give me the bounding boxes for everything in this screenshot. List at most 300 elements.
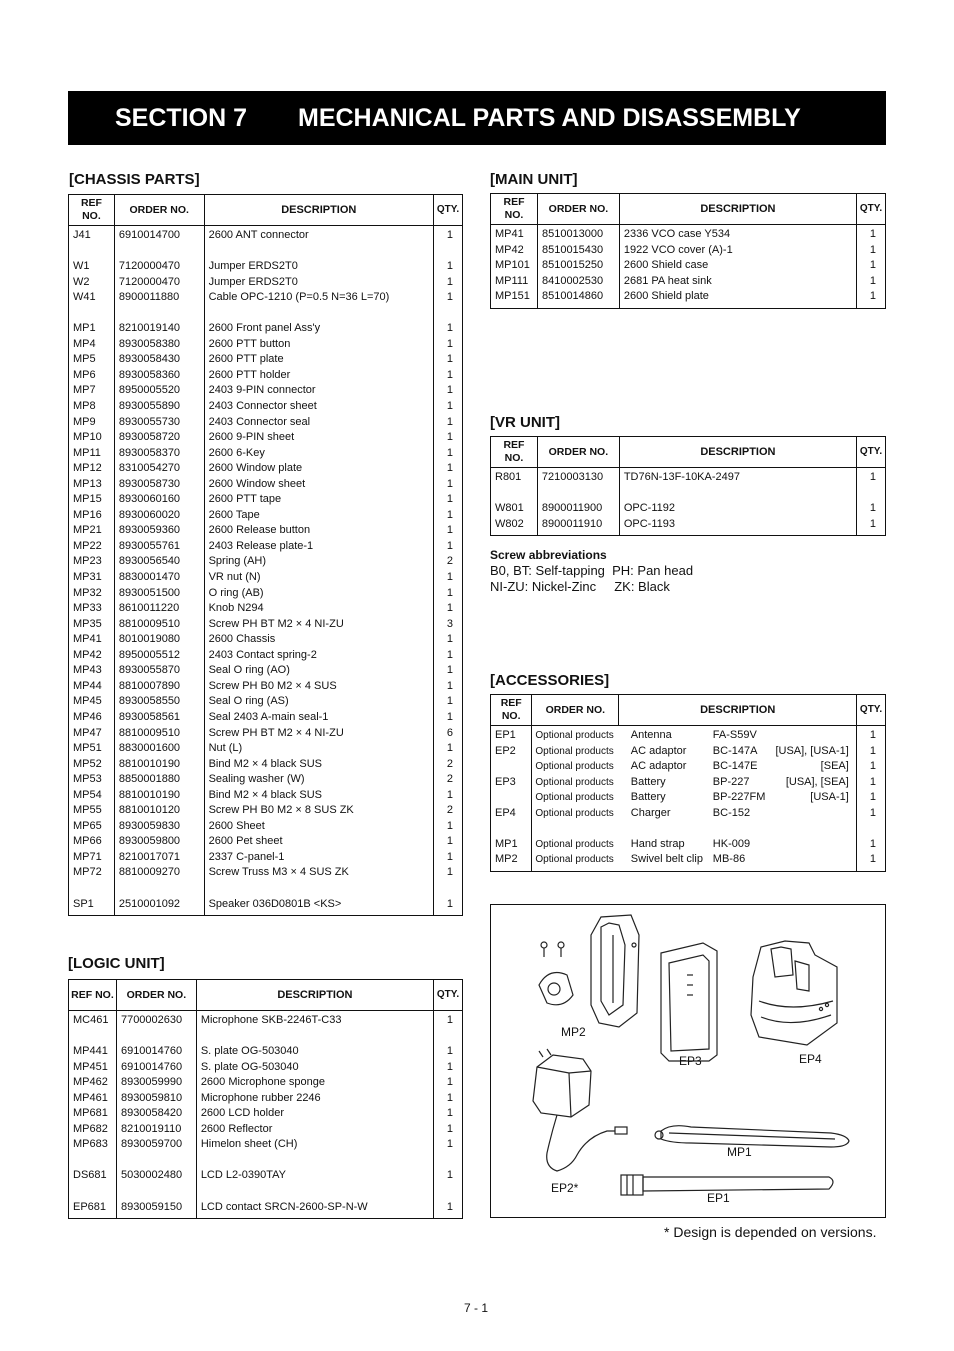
qty-cell: 1 <box>434 1122 463 1138</box>
ref-cell: MP41 <box>69 632 115 648</box>
qty-cell: 1 <box>434 1044 463 1060</box>
accessory-model: MB-86 <box>712 853 746 866</box>
order-cell: Optional products <box>532 852 619 871</box>
order-cell: 8010019080 <box>114 632 204 648</box>
qty-cell: 1 <box>434 586 463 602</box>
table-row <box>69 1153 463 1169</box>
description-cell: Sealing washer (W) <box>204 772 433 788</box>
order-cell: 8810010190 <box>114 757 204 773</box>
table-row <box>69 834 463 850</box>
order-cell: 8930060160 <box>114 492 204 508</box>
label-ep3: EP3 <box>679 1054 702 1068</box>
table-row <box>69 570 463 586</box>
table-row <box>69 1184 463 1200</box>
ref-cell: W41 <box>69 290 115 306</box>
accessory-name: Battery <box>630 791 666 804</box>
design-note: * Design is depended on versions. <box>664 1224 877 1240</box>
order-cell: 8810009510 <box>114 726 204 742</box>
ref-cell: MP13 <box>69 477 115 493</box>
table-row <box>69 897 463 916</box>
table-row <box>69 337 463 353</box>
qty-header: QTY. <box>856 194 885 225</box>
ref-cell: MP1 <box>491 837 532 853</box>
order-cell: 8930055761 <box>114 539 204 555</box>
order-cell <box>532 821 619 837</box>
ref-header: REF NO. <box>491 194 538 225</box>
description-cell <box>619 486 856 502</box>
order-cell: 7210003130 <box>537 468 619 486</box>
ref-cell <box>69 1029 117 1045</box>
ref-cell: MP461 <box>69 1091 117 1107</box>
qty-cell: 1 <box>434 648 463 664</box>
ref-cell: MP33 <box>69 601 115 617</box>
table-header <box>491 695 886 726</box>
qty-cell: 1 <box>434 461 463 477</box>
order-cell: 8610011220 <box>114 601 204 617</box>
ref-cell: MP47 <box>69 726 115 742</box>
order-header: ORDER NO. <box>537 194 619 225</box>
description-cell <box>204 306 433 322</box>
qty-cell: 1 <box>857 837 886 853</box>
ref-cell: MP151 <box>491 289 538 308</box>
accessory-model: BC-152 <box>712 806 751 819</box>
screw-line-1: B0, BT: Self-tapping PH: Pan head <box>490 563 694 578</box>
table-row <box>69 523 463 539</box>
table-row <box>69 306 463 322</box>
ref-cell: MP5 <box>69 352 115 368</box>
order-cell: 8830001600 <box>114 741 204 757</box>
table-row <box>69 383 463 399</box>
qty-cell: 1 <box>434 788 463 804</box>
description-cell: Microphone SKB-2246T-C33 <box>196 1011 433 1029</box>
table-row <box>69 819 463 835</box>
table-row <box>69 741 463 757</box>
description-header: DESCRIPTION <box>619 695 857 726</box>
description-cell: 2403 Connector sheet <box>204 399 433 415</box>
chassis-parts-table <box>68 194 463 916</box>
order-cell: 5030002480 <box>116 1168 196 1184</box>
order-cell: 8930055870 <box>114 663 204 679</box>
order-cell: 8930059150 <box>116 1200 196 1219</box>
table-row <box>69 1122 463 1138</box>
ref-cell: W1 <box>69 259 115 275</box>
order-cell: Optional products <box>532 744 619 760</box>
description-cell: TD76N-13F-10KA-2497 <box>619 468 856 486</box>
qty-cell: 1 <box>856 274 885 290</box>
ref-cell <box>491 790 532 806</box>
description-cell: OPC-1193 <box>619 517 856 536</box>
qty-cell: 1 <box>434 1106 463 1122</box>
order-cell: 8930059800 <box>114 834 204 850</box>
order-cell <box>116 1184 196 1200</box>
section-banner <box>68 91 886 145</box>
ref-cell <box>69 1153 117 1169</box>
order-cell: 8930056540 <box>114 554 204 570</box>
description-header: DESCRIPTION <box>204 195 433 226</box>
ref-cell: MP451 <box>69 1060 117 1076</box>
order-cell: 7120000470 <box>114 275 204 291</box>
order-header: ORDER NO. <box>532 695 619 726</box>
order-cell: 2510001092 <box>114 897 204 916</box>
ref-cell: MP54 <box>69 788 115 804</box>
order-cell: 8210019140 <box>114 321 204 337</box>
order-cell: 8930055730 <box>114 415 204 431</box>
ref-cell: EP1 <box>491 726 532 744</box>
qty-cell: 1 <box>434 632 463 648</box>
logic-unit-table <box>68 979 463 1219</box>
ref-cell: MP111 <box>491 274 538 290</box>
order-cell: 8510015430 <box>537 243 619 259</box>
description-cell <box>196 1153 433 1169</box>
qty-cell: 1 <box>434 694 463 710</box>
accessory-model: FA-S59V <box>712 729 757 741</box>
table-row <box>491 274 886 290</box>
ref-cell: MP683 <box>69 1137 117 1153</box>
accessory-name: AC adaptor <box>630 760 687 773</box>
ref-cell: MP1 <box>69 321 115 337</box>
order-cell <box>114 306 204 322</box>
table-row <box>69 275 463 291</box>
order-cell: 8900011900 <box>537 501 619 517</box>
qty-cell: 1 <box>434 1168 463 1184</box>
description-cell <box>619 821 857 837</box>
ref-cell: MP22 <box>69 539 115 555</box>
table-row <box>69 772 463 788</box>
accessory-name: Battery <box>630 775 666 788</box>
ref-cell: MP35 <box>69 617 115 633</box>
ref-cell: MP21 <box>69 523 115 539</box>
table-row <box>69 1106 463 1122</box>
ref-header: REF NO. <box>491 695 532 726</box>
accessory-model: HK-009 <box>712 837 751 850</box>
qty-cell: 1 <box>856 501 885 517</box>
qty-cell: 2 <box>434 772 463 788</box>
table-row <box>491 468 886 486</box>
qty-cell: 1 <box>856 468 885 486</box>
ref-cell: MP45 <box>69 694 115 710</box>
order-cell: 8830001470 <box>114 570 204 586</box>
order-cell: 8930058430 <box>114 352 204 368</box>
description-cell: 2600 Release button <box>204 523 433 539</box>
ref-cell: MP42 <box>69 648 115 664</box>
belt-clip-icon <box>539 915 639 1027</box>
order-cell: 8930058730 <box>114 477 204 493</box>
table-row <box>491 501 886 517</box>
order-cell <box>114 244 204 260</box>
description-cell: 2600 Pet sheet <box>204 834 433 850</box>
screw-icon <box>541 942 564 957</box>
accessory-name: Hand strap <box>630 837 685 850</box>
qty-cell: 1 <box>434 523 463 539</box>
ref-cell: MP41 <box>491 225 538 243</box>
description-cell: 1922 VCO cover (A)-1 <box>619 243 856 259</box>
qty-cell <box>434 244 463 260</box>
accessories-table <box>490 694 886 872</box>
description-cell: S. plate OG-503040 <box>196 1044 433 1060</box>
table-row <box>69 710 463 726</box>
ref-cell: EP3 <box>491 775 532 791</box>
description-cell: VR nut (N) <box>204 570 433 586</box>
order-cell: 8950005512 <box>114 648 204 664</box>
order-cell: 8410002530 <box>537 274 619 290</box>
description-cell <box>619 806 857 822</box>
description-cell: 2600 PTT holder <box>204 368 433 384</box>
qty-cell: 1 <box>434 1091 463 1107</box>
table-row <box>491 289 886 308</box>
ref-cell: MP65 <box>69 819 115 835</box>
ref-cell: MP32 <box>69 586 115 602</box>
order-header: ORDER NO. <box>114 195 204 226</box>
table-row <box>69 617 463 633</box>
accessory-name: AC adaptor <box>630 744 687 757</box>
description-cell <box>619 744 857 760</box>
ref-cell: MP2 <box>491 852 532 871</box>
description-cell <box>204 881 433 897</box>
ref-cell: EP2 <box>491 744 532 760</box>
order-cell: 8310054270 <box>114 461 204 477</box>
qty-cell: 1 <box>857 759 886 775</box>
order-cell: 7700002630 <box>116 1011 196 1029</box>
description-cell: O ring (AB) <box>204 586 433 602</box>
main-unit-title: [MAIN UNIT] <box>490 171 578 188</box>
table-row <box>69 1091 463 1107</box>
table-row <box>69 415 463 431</box>
qty-cell: 1 <box>434 741 463 757</box>
order-cell: Optional products <box>532 726 619 744</box>
order-cell: 8930058550 <box>114 694 204 710</box>
ref-cell: MP15 <box>69 492 115 508</box>
ref-cell: MP12 <box>69 461 115 477</box>
table-row <box>69 477 463 493</box>
order-cell: 8930060020 <box>114 508 204 524</box>
qty-cell: 1 <box>434 415 463 431</box>
table-header <box>69 195 463 226</box>
table-row <box>491 790 886 806</box>
qty-cell: 1 <box>857 726 886 744</box>
description-cell: LCD L2-0390TAY <box>196 1168 433 1184</box>
table-row <box>491 486 886 502</box>
description-cell: 2336 VCO case Y534 <box>619 225 856 243</box>
label-mp1: MP1 <box>727 1145 752 1159</box>
table-row <box>69 788 463 804</box>
screw-abbreviations <box>490 547 693 595</box>
table-row <box>491 852 886 871</box>
qty-cell <box>434 881 463 897</box>
qty-cell: 1 <box>434 601 463 617</box>
ref-cell: MP31 <box>69 570 115 586</box>
label-ep4: EP4 <box>799 1052 822 1066</box>
description-cell: 2600 LCD holder <box>196 1106 433 1122</box>
description-cell <box>619 759 857 775</box>
screw-line-2: NI-ZU: Nickel-Zinc ZK: Black <box>490 579 670 594</box>
description-cell <box>196 1029 433 1045</box>
qty-cell: 1 <box>434 492 463 508</box>
qty-header: QTY. <box>434 195 463 226</box>
qty-cell: 1 <box>856 258 885 274</box>
table-row <box>69 1137 463 1153</box>
qty-cell: 1 <box>434 663 463 679</box>
order-cell: 8930058420 <box>116 1106 196 1122</box>
qty-cell: 1 <box>434 259 463 275</box>
order-cell: 8900011880 <box>114 290 204 306</box>
table-row <box>491 759 886 775</box>
description-cell: Jumper ERDS2T0 <box>204 259 433 275</box>
qty-cell: 2 <box>434 757 463 773</box>
ref-cell <box>69 306 115 322</box>
order-cell: Optional products <box>532 759 619 775</box>
description-cell: 2600 Microphone sponge <box>196 1075 433 1091</box>
description-cell: Nut (L) <box>204 741 433 757</box>
label-ep1: EP1 <box>707 1191 730 1205</box>
ref-cell <box>491 486 538 502</box>
order-cell: 8810009510 <box>114 617 204 633</box>
qty-cell <box>434 1184 463 1200</box>
ref-cell: MP681 <box>69 1106 117 1122</box>
table-row <box>69 399 463 415</box>
ref-cell: MP101 <box>491 258 538 274</box>
description-cell: 2600 Reflector <box>196 1122 433 1138</box>
table-header <box>491 437 886 468</box>
qty-cell: 1 <box>434 446 463 462</box>
qty-cell: 1 <box>434 1011 463 1029</box>
table-row <box>491 225 886 243</box>
description-cell: LCD contact SRCN-2600-SP-N-W <box>196 1200 433 1219</box>
order-cell: 8930058360 <box>114 368 204 384</box>
order-cell: 7120000470 <box>114 259 204 275</box>
description-cell: 2403 9-PIN connector <box>204 383 433 399</box>
qty-cell: 6 <box>434 726 463 742</box>
accessory-region: [USA], [SEA] <box>785 775 849 788</box>
accessories-title: [ACCESSORIES] <box>490 672 610 689</box>
table-row <box>69 554 463 570</box>
description-cell: Himelon sheet (CH) <box>196 1137 433 1153</box>
order-cell: 8950005520 <box>114 383 204 399</box>
order-cell: 8210017071 <box>114 850 204 866</box>
qty-header: QTY. <box>857 695 886 726</box>
description-cell: Screw PH BT M2 × 4 NI-ZU <box>204 726 433 742</box>
description-cell: Seal 2403 A-main seal-1 <box>204 710 433 726</box>
description-cell: 2403 Release plate-1 <box>204 539 433 555</box>
qty-header: QTY. <box>856 437 885 468</box>
ref-cell: MP682 <box>69 1122 117 1138</box>
description-cell: 2403 Contact spring-2 <box>204 648 433 664</box>
table-row <box>491 744 886 760</box>
table-row <box>69 290 463 306</box>
order-cell: 8210019110 <box>116 1122 196 1138</box>
order-cell: 6910014760 <box>116 1044 196 1060</box>
qty-cell: 1 <box>857 775 886 791</box>
ref-cell: MP66 <box>69 834 115 850</box>
ref-cell: MP51 <box>69 741 115 757</box>
table-row <box>69 1075 463 1091</box>
description-cell: Screw PH B0 M2 × 4 SUS <box>204 679 433 695</box>
order-cell: 8930059700 <box>116 1137 196 1153</box>
order-cell: Optional products <box>532 837 619 853</box>
qty-cell: 1 <box>434 819 463 835</box>
ref-cell: MP441 <box>69 1044 117 1060</box>
table-row <box>69 663 463 679</box>
ref-cell: MP16 <box>69 508 115 524</box>
qty-cell: 1 <box>434 430 463 446</box>
ref-cell: MP7 <box>69 383 115 399</box>
order-cell <box>116 1029 196 1045</box>
table-row <box>69 757 463 773</box>
description-cell: Screw Truss M3 × 4 SUS ZK <box>204 865 433 881</box>
accessory-region: [USA], [USA-1] <box>775 744 849 757</box>
description-cell: 2600 6-Key <box>204 446 433 462</box>
description-cell: Cable OPC-1210 (P=0.5 N=36 L=70) <box>204 290 433 306</box>
ref-cell: W2 <box>69 275 115 291</box>
description-cell <box>619 852 857 871</box>
order-cell: 8930058380 <box>114 337 204 353</box>
qty-cell: 1 <box>434 710 463 726</box>
order-cell: 8930055890 <box>114 399 204 415</box>
qty-cell: 1 <box>434 865 463 881</box>
ref-cell: DS681 <box>69 1168 117 1184</box>
ref-header: REF NO. <box>69 195 115 226</box>
accessory-name: Antenna <box>630 729 672 741</box>
qty-cell: 2 <box>434 803 463 819</box>
description-cell: 2600 Chassis <box>204 632 433 648</box>
description-cell: Spring (AH) <box>204 554 433 570</box>
main-unit-table <box>490 193 886 309</box>
order-cell <box>114 881 204 897</box>
order-cell: 8850001880 <box>114 772 204 788</box>
page-number: 7 - 1 <box>464 1301 489 1315</box>
hand-strap-icon <box>655 1126 849 1147</box>
table-row <box>69 694 463 710</box>
ref-header: REF NO. <box>491 437 538 468</box>
table-row <box>491 517 886 536</box>
ref-cell: MP55 <box>69 803 115 819</box>
ref-cell: EP4 <box>491 806 532 822</box>
order-cell: Optional products <box>532 775 619 791</box>
table-row <box>69 881 463 897</box>
qty-cell: 1 <box>856 225 885 243</box>
ref-cell: MP23 <box>69 554 115 570</box>
table-row <box>69 1200 463 1219</box>
description-cell: Knob N294 <box>204 601 433 617</box>
table-row <box>491 726 886 744</box>
description-header: DESCRIPTION <box>619 194 856 225</box>
vr-unit-title: [VR UNIT] <box>490 414 560 431</box>
ref-cell: MP44 <box>69 679 115 695</box>
table-row <box>491 837 886 853</box>
description-cell <box>619 726 857 744</box>
description-cell: Seal O ring (AS) <box>204 694 433 710</box>
description-cell: 2600 Window plate <box>204 461 433 477</box>
table-row <box>69 259 463 275</box>
table-row <box>69 1011 463 1029</box>
order-cell: 8810010120 <box>114 803 204 819</box>
table-row <box>69 539 463 555</box>
ref-cell: W802 <box>491 517 538 536</box>
charger-icon <box>751 941 837 1045</box>
table-header <box>69 980 463 1011</box>
description-cell: 2600 PTT plate <box>204 352 433 368</box>
description-cell <box>619 775 857 791</box>
description-cell: Speaker 036D0801B <KS> <box>204 897 433 916</box>
table-row <box>69 865 463 881</box>
accessory-model: BC-147E <box>712 760 758 773</box>
qty-cell <box>856 486 885 502</box>
battery-icon <box>661 943 717 1061</box>
ref-cell: MP4 <box>69 337 115 353</box>
description-header: DESCRIPTION <box>196 980 433 1011</box>
ref-cell: EP681 <box>69 1200 117 1219</box>
description-cell: Screw PH B0 M2 × 8 SUS ZK <box>204 803 433 819</box>
qty-cell: 1 <box>434 539 463 555</box>
